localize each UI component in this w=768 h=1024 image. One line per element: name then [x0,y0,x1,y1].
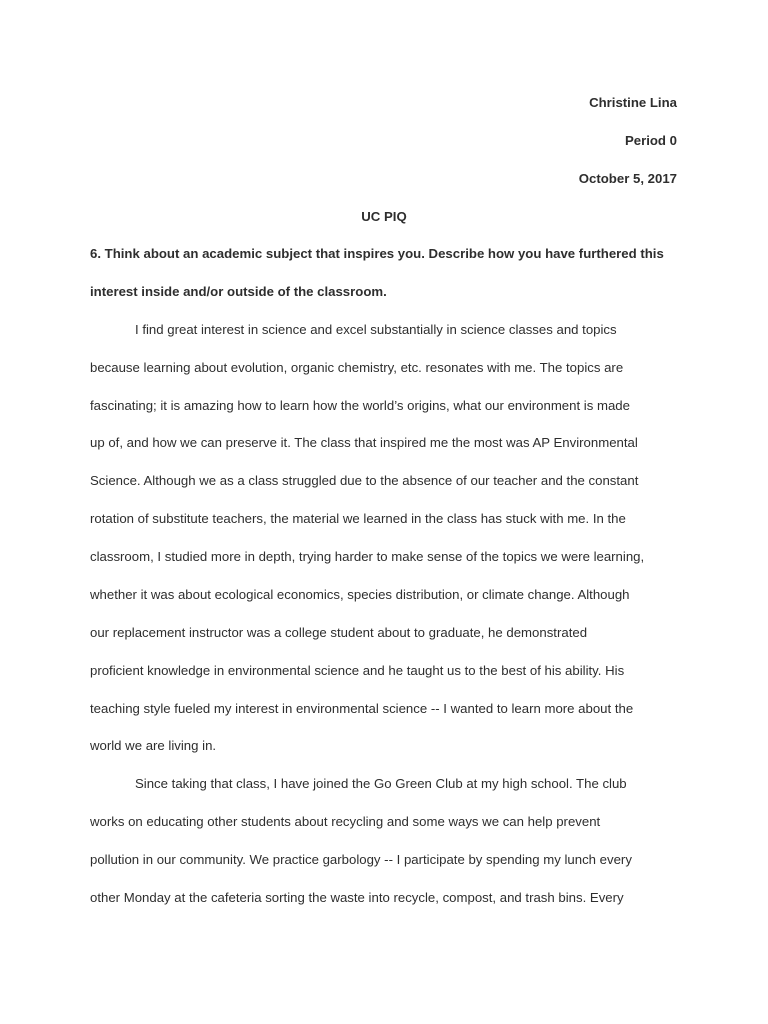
paragraph-line: proficient knowledge in environmental science and he taught us to the best of his ability. His [90,663,625,678]
paragraph-line: fascinating; it is amazing how to learn how the world’s origins, what our environment is made [90,398,630,413]
author-name: Christine Lina [589,95,677,110]
paragraph-line: teaching style fueled my interest in environmental science -- I wanted to learn more about the [90,701,634,716]
paragraph-line: works on educating other students about recycling and some ways we can help prevent [90,814,601,829]
paragraph-line: pollution in our community. We practice garbology -- I participate by spending my lunch every [90,852,632,867]
paragraph-line: because learning about evolution, organic chemistry, etc. resonates with me. The topics are [90,360,624,375]
paragraph-line: up of, and how we can preserve it. The class that inspired me the most was AP Environmental [90,435,638,450]
paragraph-line: rotation of substitute teachers, the material we learned in the class has stuck with me. In the [90,511,626,526]
paragraph-line: classroom, I studied more in depth, trying harder to make sense of the topics we were learning, [90,549,645,564]
paragraph-line: our replacement instructor was a college student about to graduate, he demonstrated [90,625,588,640]
paragraph-line: I find great interest in science and excel substantially in science classes and topics [135,322,617,337]
document-date: October 5, 2017 [578,171,677,186]
class-period: Period 0 [624,133,677,148]
paragraph-line: whether it was about ecological economics, species distribution, or climate change. Although [90,587,630,602]
prompt-line: 6. Think about an academic subject that inspires you. Describe how you have furthered this [90,246,664,261]
paragraph-line: other Monday at the cafeteria sorting the waste into recycle, compost, and trash bins. Every [90,890,624,905]
paragraph-line: Science. Although we as a class struggled due to the absence of our teacher and the constant [90,473,639,488]
prompt-line: interest inside and/or outside of the classroom. [90,284,387,299]
paragraph-line: world we are living in. [90,738,217,753]
paragraph-line: Since taking that class, I have joined the Go Green Club at my high school. The club [135,776,627,791]
document-title: UC PIQ [361,209,407,224]
